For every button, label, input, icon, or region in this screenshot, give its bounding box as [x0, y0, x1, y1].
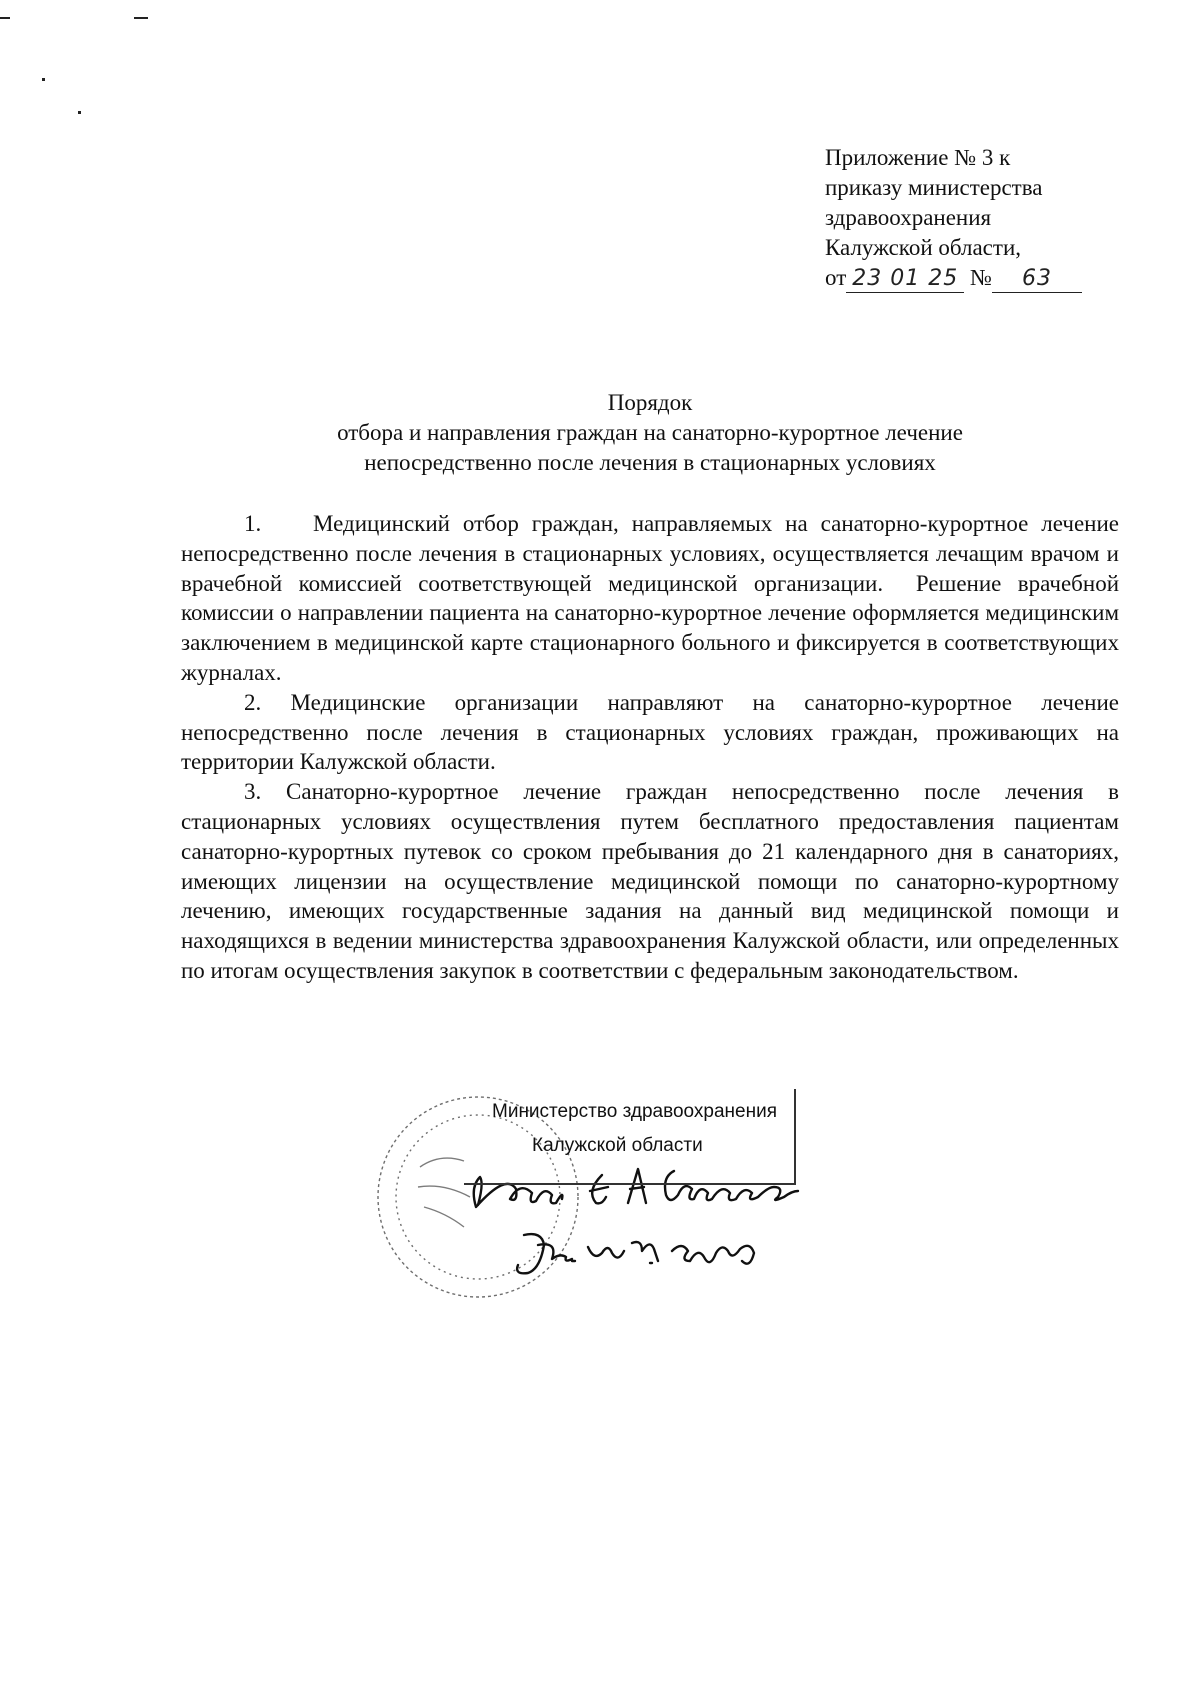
- scan-speck: [42, 78, 45, 81]
- appendix-line-3: здравоохранения: [825, 205, 992, 230]
- ministry-stamp: [464, 1089, 796, 1185]
- appendix-date-line: [825, 263, 1125, 293]
- appendix-line-1: Приложение № 3 к: [825, 145, 1011, 170]
- document-title: [180, 388, 1120, 478]
- date-prefix: от: [825, 265, 847, 290]
- number-prefix: №: [970, 265, 992, 290]
- paragraph-2: 2. Медицинские организации направляют на санаторно-курортное лечение непосредственно после лечения в стационарных условиях граждан, проживающих на территории Калужской области.: [181, 689, 1119, 775]
- title-line-1: Порядок: [607, 390, 693, 415]
- appendix-header: [825, 143, 1125, 293]
- title-line-2: отбора и направления граждан на санаторно-курортное лечение: [337, 420, 963, 445]
- paragraph-3: 3. Санаторно-курортное лечение граждан непосредственно после лечения в стационарных условиях осуществления путем бесплатного предоставления пациентам санаторно-курортных путевок со сроком пребывания до 21 календарного дня в санаториях, имеющих лицензии на осуществление медицинской помощи по санаторно-курортному лечению, имеющих государственные задания на данный вид медицинской помощи и находящихся в ведении министерства здравоохранения Калужской области, или определенных по итогам осуществления закупок в соответствии с федеральным законодательством.: [181, 779, 1119, 983]
- order-date: 23 01 25: [846, 266, 964, 293]
- scan-speck: [0, 17, 10, 19]
- scan-speck: [78, 111, 81, 114]
- stamp-signature-area: [360, 1075, 920, 1335]
- appendix-line-2: приказу министерства: [825, 175, 1043, 200]
- order-number: 63: [992, 266, 1082, 293]
- title-line-3: непосредственно после лечения в стационарных условиях: [364, 450, 936, 475]
- paragraph-1: 1. Медицинский отбор граждан, направляемых на санаторно-курортное лечение непосредственно после лечения в стационарных условиях, осуществляется лечащим врачом и врачебной комиссией соответствующей медицинской организации. Решение врачебной комиссии о направлении пациента на санаторно-курортное лечение оформляется медицинским заключением в медицинской карте стационарного больного и фиксируется в соответствующих журналах.: [181, 511, 1125, 685]
- scan-speck: [134, 17, 148, 19]
- stamp-line-2: Калужской области: [532, 1135, 703, 1156]
- document-body: [181, 509, 1125, 986]
- appendix-line-4: Калужской области,: [825, 235, 1022, 260]
- stamp-line-1: Министерство здравоохранения: [492, 1101, 777, 1122]
